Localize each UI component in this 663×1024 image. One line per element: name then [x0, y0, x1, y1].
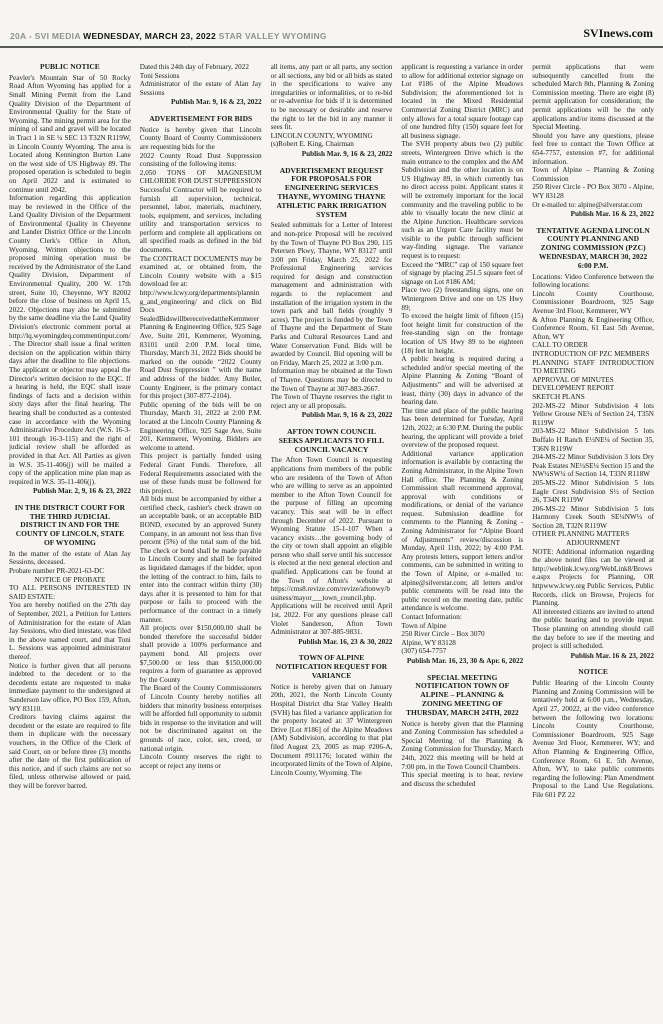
notice-paragraph: Should you have any questions, please feel free to contact the Town Office at 654-7757, extension #7, for additional information.: [532, 131, 654, 166]
notice-heading: ADVERTISEMENT REQUEST FOR PROPOSALS FOR ENGINEERING SERVICES THAYNE, WYOMING THAYNE ATHLETIC PARK IRRIGATION SYSTEM: [276, 165, 387, 219]
notice-paragraph: Public Hearing of the Lincoln County Planning and Zoning Commission will be tentatively held at 6:00 p.m., Wednesday, April 27, 20022, at the video conference between the following two locations: Lincoln County Courthouse, Commissioner Boardroom, 925 Sage Avenue 3rd Floor, Kemmerer, WY; and Afton Planning & Engineering Office, Conference Room, 61 E. 5th Avenue, Afton, WY, to take public comments regarding the following: Plan Amendment Proposal to the Land Use Regulations. File 601 PZ 22: [532, 679, 654, 799]
notice-paragraph: Applications will be received until April 1st, 2022. For any questions please call Violet Sanderson, Afton Town Administrator at 307-885-9831.: [270, 602, 393, 637]
notice-paragraph: This special meeting is to hear, review and discuss the scheduled: [401, 771, 524, 788]
notice-paragraph: (307) 654-7757: [401, 647, 447, 656]
notice-paragraph: In the matter of the estate of Alan Jay Sessions, deceased.: [9, 549, 131, 567]
notice-paragraph: 203-MS-22 Minor Subdivision 5 lots Buffalo H Ranch E½NE¼ of Section 35, T36N R119W: [532, 427, 654, 453]
publish-line: Publish Mar. 16, 23, 30 & Apr. 6, 2022: [406, 656, 524, 665]
notice-paragraph: Alpine, WY 83128: [401, 638, 456, 647]
notice-paragraph: 2,050 TONS OF MAGNESIUM CHLORIDE FOR DUST SUPPRESSION: [139, 168, 262, 186]
notice-paragraph: permit applications that were subsequently cancelled from the scheduled March 8th, Planning & Zoning Commission meeting. There are eight (8) permit application for consideration; the permit applications will be the only applications and/or items discussed at the Special Meeting.: [532, 63, 654, 132]
publish-line: Publish Mar. 16 & 23, 2022: [570, 651, 654, 660]
notice-paragraph: All bids must be accompanied by either a certified check, cashier's check drawn on an acceptable bank, or an acceptable BID BOND, executed by an approved Surety Company, in an amount not less than five percent (5%) of the total sum of the bid. The check or bond shall be made payable to Lincoln County and shall be forfeited as liquidated damages if the bidder, upon the letting of the contract to him, fails to enter into the contract within thirty (30) days after it is presented to him for that purpose or fails to proceed with the performance of the contract in a timely manner.: [139, 495, 262, 624]
masthead-date: WEDNESDAY, MARCH 23, 2022: [83, 31, 216, 41]
notice-paragraph: Lincoln County reserves the right to accept or reject any items or: [139, 753, 262, 770]
masthead: [0, 0, 663, 48]
notice-paragraph: The time and place of the public hearing has been determined for Tuesday, April 12th, 2022; at 6:30 P.M. During the public hearing, the applicant will provide a brief overview of the proposed request.: [401, 406, 524, 450]
notice-paragraph: INTRODUCTION OF PZC MEMBERS: [532, 350, 650, 359]
page-number-label: 20A - SVI MEDIA: [10, 31, 81, 41]
notice-paragraph: The Board of the County Commissioners of Lincoln County hereby notifies all bidders that minority business enterprises will be afforded full opportunity to submit bids in response to the invitation and will not be discriminated against on the grounds of race, color, sex, creed, or national origin.: [139, 684, 262, 753]
notice-paragraph: Information may be obtained at the Town of Thayne. Questions may be directed to the Town of Thayne at 307-883-2667.: [270, 367, 393, 393]
notice-heading: ADVERTISEMENT FOR BIDS: [149, 113, 253, 123]
notice-paragraph: The Town of Thayne reserves the right to reject any or all proposals.: [270, 393, 393, 410]
publish-line: Publish Mar. 2, 9, 16 & 23, 2022: [33, 487, 131, 496]
notice-heading: SPECIAL MEETING NOTIFICATION TOWN OF ALPINE – PLANNING & ZONING MEETING OF THURSDAY, MARCH 24TH, 2022: [405, 672, 519, 717]
notice-paragraph: Dated this 24th day of February, 2022: [139, 63, 249, 71]
region-label: STAR VALLEY WYOMING: [218, 31, 327, 41]
publish-line: Publish Mar. 9, 16 & 23, 2022: [301, 411, 393, 420]
notice-paragraph: The CONTRACT DOCUMENTS may be examined at, or obtained from, the Lincoln County website with a $15 download fee at:: [139, 254, 262, 289]
notice-paragraph: Locations: Video Conference between the following locations:: [532, 272, 654, 290]
notice-heading: NOTICE: [578, 667, 608, 677]
notice-paragraph: 250 River Circle – Box 3070: [401, 630, 485, 639]
notice-paragraph: 2022 County Road Dust Suppression consisting of the following items:: [139, 151, 262, 169]
notice-paragraph: Town of Alpine: [401, 621, 447, 630]
notice-paragraph: Notice is hereby given that Lincoln County Board of County Commissioners are requesting bids for the: [139, 125, 262, 151]
notice-heading: TOWN OF ALPINE NOTIFICATION REQUEST FOR VARIANCE: [275, 653, 388, 681]
publish-line: Publish Mar. 9, 16 & 23, 2022: [301, 149, 393, 158]
notice-paragraph: A public hearing is required during a scheduled and/or special meeting of the Alpine Planning & Zoning “Board of Adjustments” and will be advertised at least, thirty (30) days in advance of the hearing date.: [401, 355, 524, 407]
notice-paragraph: The Afton Town Council is requesting applications from members of the public who are residents of the Town of Afton who are willing to serve as an appointed member to the Afton Town Council for the purpose of filling an upcoming vacancy. This seat will be in effect through December of 2022. Pursuant to Wyoming Statute 15-1-107 When a vacancy exists…the governing body of the city or town shall appoint an eligible person who shall serve until his successor is elected at the next general election and qualified. Applications can be found at the Town of Afton's website at https://cms8.revize.com/revize/aftonwy/business/mayor___town_council.php.: [270, 456, 393, 602]
notice-paragraph: Notice is hereby given that the Planning and Zoning Commission has scheduled a Special Meeting of the Planning & Zoning Commission for Thursday, March 24th, 2022 this meeting will be held at 7:00 pm, in the Town Council Chambers.: [401, 719, 524, 771]
notice-paragraph: TO ALL PERSONS INTERESTED IN SAID ESTATE:: [9, 584, 131, 601]
notice-centered-line: ADJOURNMENT: [566, 539, 621, 548]
notice-paragraph: Contact Information:: [401, 613, 462, 621]
notice-paragraph: Probate number PR-2021-63-DC: [9, 567, 105, 576]
notice-paragraph: Administrator of the estate of Alan Jay Sessions: [139, 80, 262, 97]
publish-line: Publish Mar. 16, 23 & 30, 2022: [298, 637, 393, 646]
notice-paragraph: Exceed the “MRC” cap of 150 square feet of signage by placing 251.5 square feet of signage on Lot #186 AM;: [401, 260, 524, 286]
notice-paragraph: Successful Contractor will be required to furnish all supervision, technical, personnel, labor, materials, machinery, tools, equipment, and services, including utility and transportation services to perform and complete all applications on all specified roads as defined in the bid documents.: [139, 185, 262, 255]
notice-paragraph: This project is partially funded using Federal Grant Funds. Therefore, all Federal Requirements associated with the use of these funds must be followed for this project.: [139, 452, 262, 495]
notice-paragraph: Information regarding this application may be reviewed in the Office of the Land Quality Division of the Department of Environmental Quality in Cheyenne and Lander District Office or the Lincoln County Clerk's Office in Afton, Wyoming. Written objections to the proposed mining operation must be received by the Administrator of the Land Quality Division, Department of Environmental Quality, 200 W. 17th street, Suite 10, Cheyenne, WY 82002 before the close of business on April 15, 2022. Objections may also be submitted by the same deadline via the Land Quality Division's electronic comment portal at http://lq.wyomingdeq.commentinput.com/. The Director shall issue a final written decision on the application within thirty days after the deadline to file objections. The applicant or objector may appeal the Director's written decision to the EQC. If a hearing is held, the EQC shall issue findings of facts and a decision within sixty days after the final hearing. The hearing shall be conducted as a contested case in accordance with the Wyoming Administrative Procedure Act (W.S. 16-3-101 through 16-3-115) and the right of judicial review shall be afforded as provided in that Act. All Parties as given in W.S. 35-11-406(j) will be mailed a copy of the application mine plan map as required in W.S. 35-11-406(j).: [9, 194, 131, 486]
notice-paragraph: LINCOLN COUNTY, WYOMING: [270, 131, 373, 140]
notice-paragraph: APPROVAL OF MINUTES: [532, 375, 614, 384]
notice-paragraph: Toni Sessions: [139, 71, 180, 80]
notice-paragraph: Place two (2) freestanding signs, one on Wintergreen Drive and one on US Hwy 89;: [401, 286, 524, 312]
notice-paragraph: 206-MS-22 Minor Subdivision 5 lots Harmony Creek South SE¼NW¼ of Section 28, T32N R119W: [532, 504, 654, 530]
masthead-left: [10, 31, 327, 41]
notice-paragraph: Public opening of the bids will be on Thursday, March 31, 2022 at 2:00 P.M. located at the Lincoln County Planning & Engineering Office, 925 Sage Ave, Suite 201, Kemmerer, Wyoming. Bidders are welcome to attend.: [139, 400, 262, 452]
publish-line: Publish Mar. 16 & 23, 2022: [570, 210, 654, 219]
notice-paragraph: DEVELOPMENT REPORT: [532, 384, 615, 393]
notice-paragraph: (s)Robert E. King, Chairman: [270, 140, 354, 149]
notice-paragraph: OTHER PLANNING MATTERS: [532, 530, 630, 539]
notice-paragraph: 205-MS-22 Minor Subdivision 5 lots Eagle Crest Subdivision S½ of Section 26, T34N R119W: [532, 478, 654, 505]
notice-heading: AFTON TOWN COUNCIL SEEKS APPLICANTS TO FILL COUNCIL VACANCY: [278, 426, 385, 454]
notice-paragraph: CALL TO ORDER: [532, 341, 588, 350]
notice-paragraph: Town of Alpine – Planning & Zoning Commission: [532, 166, 654, 183]
notice-heading: TENTATIVE AGENDA LINCOLN COUNTY PLANNING AND ZONING COMMISSION (PZC) WEDNESDAY, MARCH 30, 2022 6:00 P.M.: [536, 225, 650, 270]
news-column-5: [532, 63, 654, 1024]
notice-paragraph: NOTE: Additional information regarding the above noted files can be viewed at http://weblink.lcwy.org/WebLink8/Browse.aspx Projects for Planning, OR httpwww.lcwy.org Public Services, Public Records, click on Browse, Projects for Planning.: [532, 547, 654, 608]
notice-paragraph: 250 River Circle - PO Box 3070 - Alpine, WY 83128: [532, 183, 654, 200]
notice-paragraph: PLANNING STAFF INTRODUCTION TO MEETING: [532, 358, 654, 376]
notice-paragraph: Peavler's Mountain Star of 50 Rocky Road Afton Wyoming has applied for a Small Mining Permit from the Land Quality Division of the Department of Environmental Quality for the State of Wyoming. The mining permit area for the mining of sand and gravel will be located in Tract 1 in SE ¼ SEC 13 T32N R119W, in Lincoln County Wyoming. The area is Located along Kennington Burton Lane on the west side of US Highway 89. The proposed operation is scheduled to begin on April 2022 and is estimated to continue until 2042.: [9, 73, 131, 194]
notice-paragraph: applicant is requesting a variance in order to allow for additional exterior signage on Lot #186 of the Alpine Meadows Subdivision; the aforementioned lot is located in the Mixed Residential Commercial Zoning District (MRC) and only allows for a total square footage cap of one hundred fifty (150) square feet for all business signage.: [401, 63, 524, 140]
notice-paragraph: & Afton Planning & Engineering Office, Conference Room, 61 East 5th Avenue, Afton, WY: [532, 315, 654, 341]
notice-centered-line: NOTICE OF PROBATE: [34, 575, 106, 584]
publish-line: Publish Mar. 9, 16 & 23, 2022: [171, 98, 262, 107]
news-column-3: [271, 63, 393, 1024]
notice-paragraph: Lincoln County Courthouse, Commissioner Boardroom, 925 Sage Avenue 3rd Floor, Kemmerer, WY: [532, 289, 654, 316]
notice-paragraph: Notice is further given that all persons indebted to the decedent or to the decedents estate are requested to make immediate payment to the undersigned at Sanderson law office, PO Box 159, Afton, WY 83110.: [9, 661, 131, 713]
notice-paragraph: Sealed submittals for a Letter of Interest and non-price Proposal will be received by the Town of Thayne PO Box 290, 115 Petersen Pkwy, Thayne, WY 83127 until 3:00 pm Friday, March 25, 2022 for Professional Engineering services required for design and construction management and administration with regards to the replacement and installation of the irrigation system in the town park and ball fields (roughly 9 acres). The project is funded by the Town of Thayne and the Department of State Parks and Cultural Resources Land and Water Conservation Fund. Bids will be awarded by Council. Bid opening will be on Friday, March 25, 2022 at 3:00 p.m.: [270, 221, 393, 367]
website-label: SVInews.com: [583, 26, 653, 40]
legal-notices-columns: [0, 48, 663, 1024]
notice-paragraph: SKETCH PLANS: [532, 392, 585, 401]
notice-paragraph: All interested citizens are invited to attend the public hearing and to provide input. Those planning on attending should call the day before to see if the meeting and project is still scheduled.: [532, 607, 654, 651]
notice-heading: IN THE DISTRICT COURT FOR THE THIRD JUDICIAL DISTRICT IN AND FOR THE COUNTY OF LINCOLN, STATE OF WYOMING: [14, 502, 125, 548]
news-column-4: [401, 63, 523, 1024]
notice-paragraph: You are hereby notified on the 27th day of September, 2021, a Petition for Letters of Administration for the estate of Alan Jay Sessions, who died intestate, was filed in the above named court, and that Toni L. Sessions was appointed administrator thereof.: [9, 601, 131, 661]
news-column-1: [9, 63, 131, 1024]
notice-paragraph: To exceed the height limit of fifteen (15) foot height limit for construction of the free-standing sign on the frontage location of US Hwy 89 to be eighteen (18) feet in height.: [401, 312, 524, 355]
notice-paragraph: 204-MS-22 Minor Subdivision 3 lots Dry Peak Estates NE¼SE¼ Section 15 and the NW¼SW¼ of Section 14, T33N R118W: [532, 453, 654, 479]
notice-paragraph: http://www.lcwy.org/departments/planning_and_engineering/ and click on Bid Docs: [139, 289, 262, 315]
notice-paragraph: 202-MS-22 Minor Subdivision 4 lots Yellow Grouse NE¼ of Section 24, T35N R119W: [532, 401, 654, 427]
notice-paragraph: The SVH property abuts two (2) public streets, Wintergreen Drive which is the main entrance to the complex and the AM Subdivision and the other location is on US Highway 89, in which currently has no direct access point. Applicant states it will be extremely important for the local community and the traveling public to be able to visually locate the new clinic at the Alpine Junction. Healthcare services such as an Urgent Care facility must be visible to the public through sufficient way-finding signage. The variance request is to request:: [401, 140, 524, 261]
notice-paragraph: Or e-mailed to: alpine@silverstar.com: [532, 200, 643, 209]
news-column-2: [140, 63, 262, 1024]
notice-paragraph: Creditors having claims against the decedent or the estate are required to file them in duplicate with the necessary vouchers, in the Office of the Clerk of said Court, on or before three (3) months after the date of the first publication of this notice, and if such claims are not so filed, unless otherwise allowed or paid, they will be forever barred.: [9, 713, 131, 790]
notice-paragraph: All projects over $150,000.00 shall be bonded therefore the successful bidder shall provide a 100% performance and payment bond. All projects over $7,500.00 or less than $150,000.00 requires a form of guarantee as approved by the County: [139, 624, 262, 684]
notice-heading: PUBLIC NOTICE: [39, 63, 100, 71]
notice-paragraph: SealedBidswillbereceivedattheKemmerer Planning & Engineering Office, 925 Sage Ave, Suite 201, Kemmerer, Wyoming, 83101 until 2:00 P.M. local time, Thursday, March 31, 2022 Bids should be marked on the outside “2022 County Road Dust Suppression ” with the name and address of the bidder. Amy Butler, County Engineer, is the primary contact for this project (307-877-2104).: [139, 314, 262, 401]
notice-paragraph: all items, any part or all parts, any section or all sections, any bid or all bids as stated in the specifications to waive any irregularities or informalities, or to re-bid or re-advertise for bids if it is determined to be necessary or desirable and reserve the right to let the bid in any manner it sees fit.: [270, 63, 393, 132]
notice-paragraph: Notice is hereby given that on January 20th, 2021, the North Lincoln County Hospital District dba Star Valley Health (SVH) has filed a variance application for the property located at: 37 Wintergreen Drive [Lot #186] of the Alpine Meadows (AM) Subdivision, according to that plat filed August 23, 2005 as map #206-A, Document #911176; located within the incorporated limits of the Town of Alpine, Lincoln County, Wyoming. The: [270, 682, 393, 777]
notice-paragraph: Additional variance application information is available by contacting the Zoning Administrator, in the Alpine Town Hall office. The Planning & Zoning Commission shall recommend approval, approval with conditions or modifications, or denial of the variance request. Submission deadline for comments to the Planning & Zoning - Zoning Administrator for “Alpine Board of Adjustments” review/discussion is Monday, April 11th, 2022; by 4:00 P.M. Any protests letters, support letters and/or comments, can be submitted in writing to the Town of Alpine, or e-mailed to: alpine@silverstar.com; all letters and/or public comments will be read into the public record on the meeting date, public attendance is welcome.: [401, 449, 524, 613]
